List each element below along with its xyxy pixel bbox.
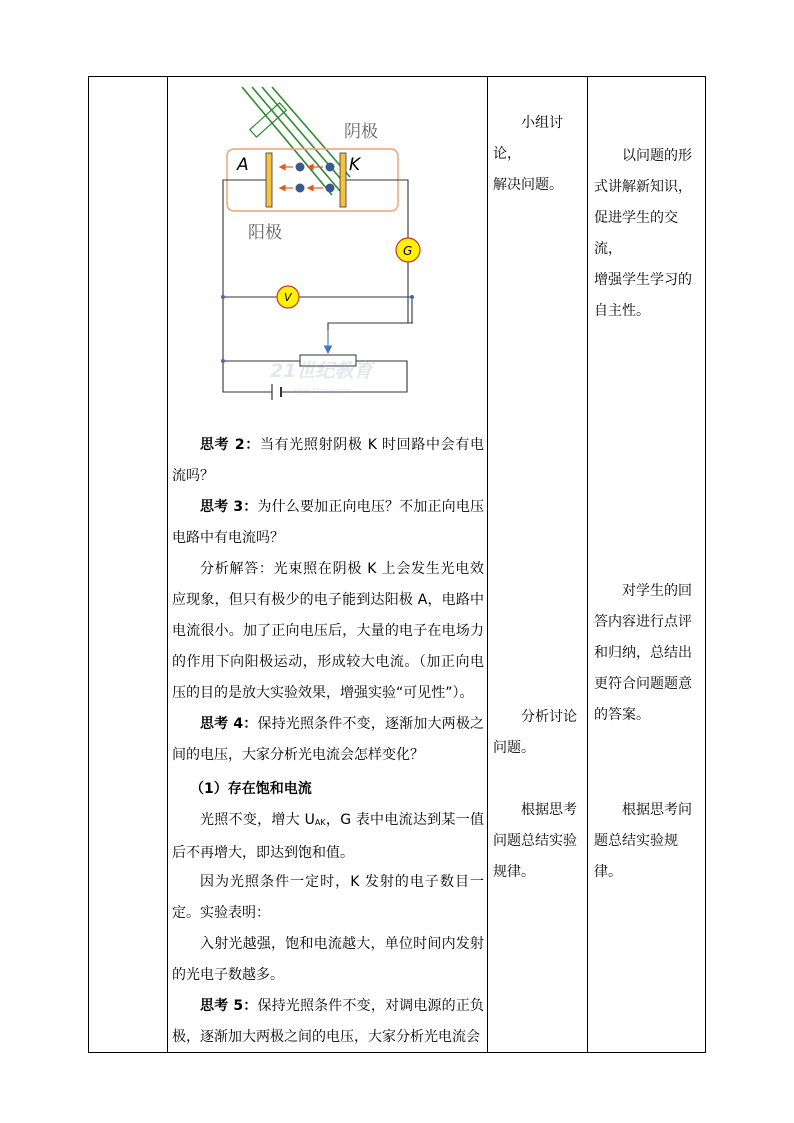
svg-text:www.21cnjy.com: www.21cnjy.com [292, 387, 351, 395]
battery [272, 384, 281, 400]
rheostat-slider-arrow [325, 330, 332, 353]
student-activity-2: 分析讨论 问题。 [493, 709, 577, 756]
design-intent-1: 以问题的形 式讲解新知识， 促进学生的交流， 增强学生学习的 自主性。 [594, 148, 692, 319]
cathode-plate [340, 153, 346, 207]
electron-count-paragraph: 因为光照条件一定时，K 发射的电子数目一定。 [172, 874, 484, 921]
think-5-paragraph: 思考 5：保持光照条件不变，对调电源的正负极，逐渐加大两极之间的电压，大家分析光电流会 [172, 998, 484, 1045]
column-divider-2 [487, 76, 488, 1053]
galvanometer-label: G [403, 244, 413, 258]
anode-plate [266, 153, 272, 207]
light-beam [242, 87, 350, 195]
design-intent-3: 根据思考问 题总结实验规律。 [594, 802, 692, 880]
think-3-paragraph: 思考 3：为什么要加正向电压？不加正向电压电路中有电流吗？ [172, 499, 484, 546]
experiment-shows-label: 实验表明： [200, 905, 270, 921]
saturation-paragraph: 光照不变，增大 UAK，G 表中电流达到某一值后不再增大，即达到饱和值。 [172, 812, 484, 861]
column-divider-3 [587, 76, 588, 1053]
plate-a-label: A [237, 155, 249, 175]
conclusion-paragraph: 入射光越强，饱和电流越大，单位时间内发射的光电子数越多。 [172, 936, 484, 983]
column-divider-1 [167, 76, 168, 1053]
watermark-logo [270, 360, 375, 395]
photoelectric-circuit-diagram [200, 85, 460, 420]
table-top-border [88, 76, 706, 77]
saturation-heading: （1）存在饱和电流 [190, 781, 312, 797]
student-activity-1: 小组讨论， 解决问题。 [493, 115, 563, 193]
svg-text:21世纪教育: 21世纪教育 [270, 360, 373, 382]
analysis-paragraph: 分析解答：光束照在阴极 K 上会发生光电效应现象，但只有极少的电子能到达阳极 A，电路中电流很小。加了正向电压后，大量的电子在电场力的作用下向阳极运动，形成较大电流。（加正向电压的目的是放大实验效果，增强实验“可见性”）。 [172, 561, 484, 701]
voltmeter-label: V [284, 291, 292, 304]
design-intent-2: 对学生的回 答内容进行点评 和归纳，总结出 更符合问题题意 的答案。 [594, 583, 692, 723]
table-left-border [88, 76, 89, 1053]
think-4-paragraph: 思考 4：保持光照条件不变，逐渐加大两极之间的电压，大家分析光电流会怎样变化？ [172, 716, 484, 763]
student-activity-3: 根据思考 问题总结实验 规律。 [493, 802, 577, 880]
junction-node [410, 295, 414, 299]
junction-node [221, 295, 225, 299]
plate-k-label: K [349, 155, 361, 175]
table-right-border [705, 76, 706, 1053]
think-2-paragraph: 思考 2：当有光照射阴极 K 时回路中会有电流吗？ [172, 437, 484, 484]
junction-node [221, 359, 225, 363]
cathode-label: 阴极 [344, 122, 378, 142]
anode-label: 阳极 [248, 223, 282, 243]
